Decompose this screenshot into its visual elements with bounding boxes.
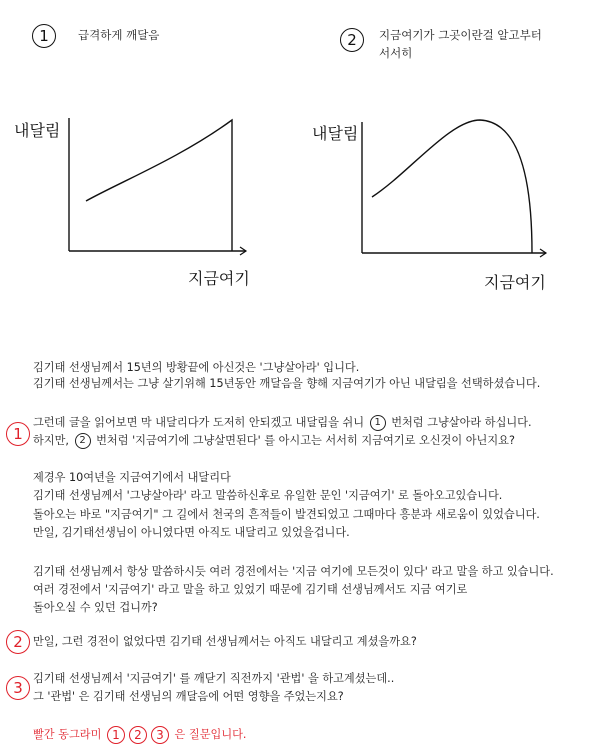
graph-2-xlabel: 지금여기 bbox=[484, 273, 546, 292]
question-1-marker: 1 bbox=[6, 422, 30, 446]
paragraph-6-line-1: 김기태 선생님께서 '지금여기' 를 깨닫기 직전까지 '관법' 을 하고계셨는데.. bbox=[33, 672, 395, 685]
paragraph-4-line-3: 돌아오실 수 있던 겁니까? bbox=[33, 601, 158, 614]
paragraph-2-line-1 bbox=[33, 415, 532, 431]
paragraph-4-line-2: 여러 경전에서 '지금여기' 라고 말을 하고 있었기 때문에 김기태 선생님께서도 지금 여기로 bbox=[33, 583, 468, 596]
footer-circled-2: 2 bbox=[129, 726, 147, 744]
paragraph-2-line-2-text-a: 하지만, bbox=[33, 434, 69, 447]
paragraph-5-line-1: 만일, 그런 경전이 없었다면 김기태 선생님께서는 아직도 내달리고 계셨을까요? bbox=[33, 635, 417, 648]
footer-label: 빨간 동그라미 bbox=[33, 728, 102, 741]
footer-note bbox=[33, 726, 247, 744]
footer-end-text: 은 질문입니다. bbox=[174, 728, 247, 741]
graph-2-curve bbox=[372, 120, 532, 253]
graph-2-title-line2: 서서히 bbox=[379, 46, 413, 60]
inline-circled-2: 2 bbox=[75, 433, 91, 449]
graph-2-title-line1: 지금여기가 그곳이란걸 알고부터 bbox=[379, 28, 542, 42]
paragraph-4-line-1: 김기태 선생님께서 항상 말씀하시듯 여러 경전에서는 '지금 여기에 모든것이 있다' 라고 말을 하고 있습니다. bbox=[33, 565, 554, 578]
graph-1-ylabel: 내달림 bbox=[14, 121, 61, 140]
graph-1-xlabel: 지금여기 bbox=[188, 269, 250, 288]
paragraph-3-line-4: 만일, 김기태선생님이 아니였다면 아직도 내달리고 있었을겁니다. bbox=[33, 526, 350, 539]
paragraph-3-line-1: 제경우 10여년을 지금여기에서 내달리다 bbox=[33, 471, 231, 484]
inline-circled-1: 1 bbox=[370, 415, 386, 431]
circled-number-1: 1 bbox=[32, 24, 56, 48]
paragraph-3-line-3: 돌아오는 바로 "지금여기" 그 길에서 천국의 흔적들이 발견되었고 그때마다 흥분과 새로움이 있었습니다. bbox=[33, 508, 540, 521]
paragraph-2-line-1-text-a: 그런데 글을 읽어보면 막 내달리다가 도저히 안되겠고 내달림을 쉬니 bbox=[33, 416, 365, 429]
paragraph-2-line-1-text-b: 번처럼 그냥살아라 하십니다. bbox=[391, 416, 532, 429]
footer-circled-3: 3 bbox=[151, 726, 169, 744]
circled-number-2: 2 bbox=[340, 28, 364, 52]
paragraph-1-line-1: 김기태 선생님께서 15년의 방황끝에 아신것은 '그냥살아라' 입니다. bbox=[33, 361, 360, 374]
paragraph-1-line-2: 김기태 선생님께서는 그냥 살기위해 15년동안 깨달음을 향해 지금여기가 아닌 내달림을 선택하셨습니다. bbox=[33, 377, 541, 390]
question-3-marker: 3 bbox=[6, 676, 30, 700]
paragraph-3-line-2: 김기태 선생님께서 '그냥살아라' 라고 말씀하신후로 유일한 문인 '지금여기' 로 돌아오고있습니다. bbox=[33, 489, 503, 502]
paragraph-6-line-2: 그 '관법' 은 김기태 선생님의 깨달음에 어떤 영향을 주었는지요? bbox=[33, 690, 344, 703]
graph-1-title: 급격하게 깨달음 bbox=[78, 28, 160, 42]
question-2-marker: 2 bbox=[6, 630, 30, 654]
paragraph-2-line-2 bbox=[33, 433, 515, 449]
graph-2-ylabel: 내달림 bbox=[312, 124, 359, 143]
graph-2 bbox=[0, 0, 600, 300]
paragraph-2-line-2-text-b: 번처럼 '지금여기에 그냥살면된다' 를 아시고는 서서히 지금여기로 오신것이 아닌지요? bbox=[96, 434, 515, 447]
footer-circled-1: 1 bbox=[107, 726, 125, 744]
